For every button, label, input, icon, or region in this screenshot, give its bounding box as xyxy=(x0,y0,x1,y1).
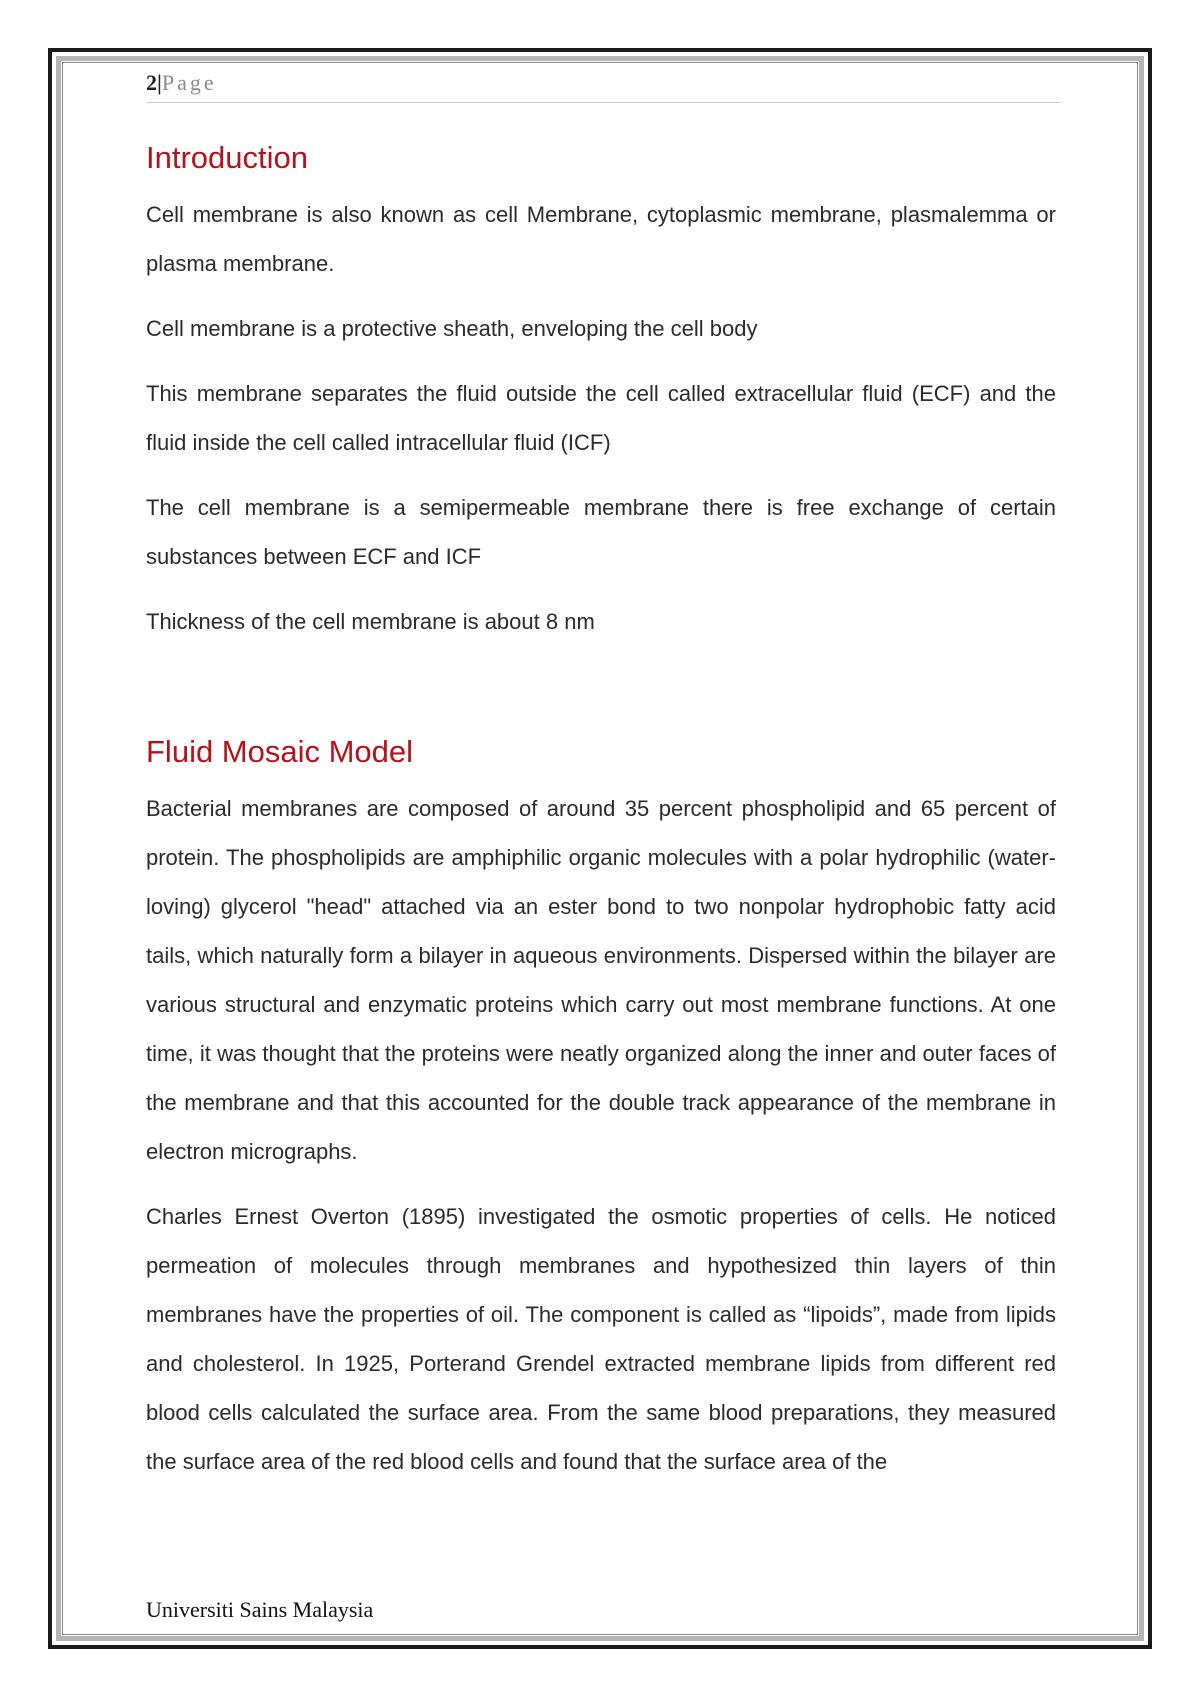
page-number: 2 xyxy=(146,70,157,95)
page-label: Page xyxy=(161,70,217,95)
intro-paragraph-1: Cell membrane is also known as cell Membrane, cytoplasmic membrane, plasmalemma or plasma membrane. xyxy=(146,202,1056,276)
intro-paragraph-2: Cell membrane is a protective sheath, enveloping the cell body xyxy=(146,316,758,341)
intro-paragraph-5: Thickness of the cell membrane is about 8 nm xyxy=(146,609,595,634)
heading-introduction: Introduction xyxy=(146,140,308,175)
fluid-paragraph-2: Charles Ernest Overton (1895) investigated the osmotic properties of cells. He noticed permeation of molecules through membranes and hypothesized thin layers of thin membranes have the properties of oil. The component is called as “lipoids”, made from lipids and cholesterol. In 1925, Porterand Grendel extracted membrane lipids from different red blood cells calculated the surface area. From the same blood preparations, they measured the surface area of the red blood cells and found that the surface area of the xyxy=(146,1204,1056,1474)
fluid-paragraph-1: Bacterial membranes are composed of around 35 percent phospholipid and 65 percent of protein. The phospholipids are amphiphilic organic molecules with a polar hydrophilic (water-loving) glycerol "head" attached via an ester bond to two nonpolar hydrophobic fatty acid tails, which naturally form a bilayer in aqueous environments. Dispersed within the bilayer are various structural and enzymatic proteins which carry out most membrane functions. At one time, it was thought that the proteins were neatly organized along the inner and outer faces of the membrane and that this accounted for the double track appearance of the membrane in electron micrographs. xyxy=(146,796,1056,1164)
page-header xyxy=(146,70,1060,103)
heading-fluid-mosaic-model: Fluid Mosaic Model xyxy=(146,734,414,769)
page-separator: | xyxy=(157,70,162,95)
page-footer: Universiti Sains Malaysia xyxy=(146,1597,374,1622)
document-body xyxy=(146,140,1056,1502)
intro-paragraph-4: The cell membrane is a semipermeable membrane there is free exchange of certain substances between ECF and ICF xyxy=(146,495,1056,569)
intro-paragraph-3: This membrane separates the fluid outside the cell called extracellular fluid (ECF) and the fluid inside the cell called intracellular fluid (ICF) xyxy=(146,381,1056,455)
